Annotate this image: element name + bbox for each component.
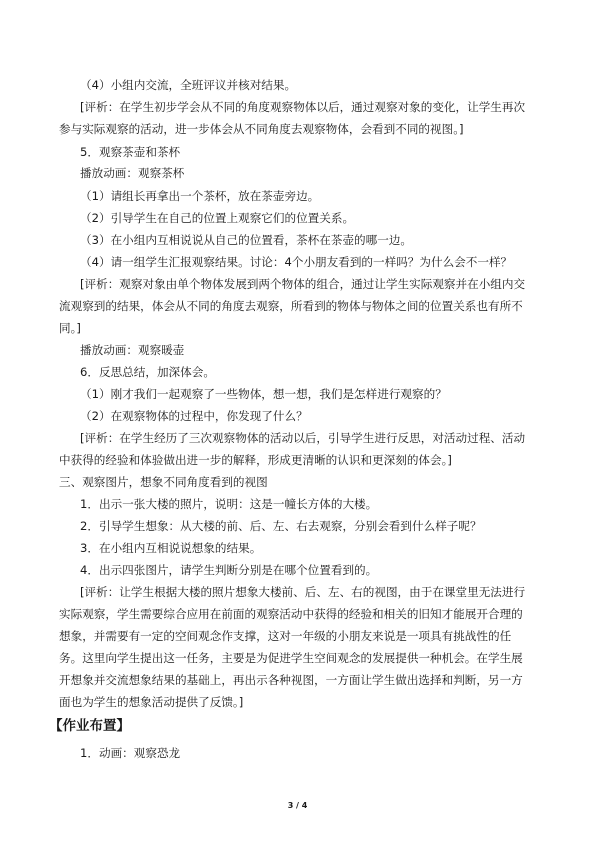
text-line: （2）引导学生在自己的位置上观察它们的位置关系。	[80, 211, 355, 225]
text-line: 面也为学生的想象活动提供了反馈。]	[59, 695, 244, 709]
text-line: （1）请组长再拿出一个茶杯，放在茶壶旁边。	[80, 189, 320, 203]
text-line: 同。]	[59, 321, 81, 335]
text-line: [评析：在学生初步学会从不同的角度观察物体以后，通过观察对象的变化，让学生再次	[80, 100, 526, 114]
text-line: （4）请一组学生汇报观察结果。讨论：4个小朋友看到的一样吗？为什么会不一样？	[80, 255, 513, 269]
page-number: 3 / 4	[287, 801, 308, 810]
text-line: （1）刚才我们一起观察了一些物体，想一想，我们是怎样进行观察的？	[80, 387, 447, 401]
text-line: 中获得的经验和体验做出进一步的解释，形成更清晰的认识和更深刻的体会。]	[59, 453, 452, 467]
text-line: [评析：让学生根据大楼的照片想象大楼前、后、左、右的视图，由于在课堂里无法进行	[80, 585, 526, 599]
text-line: （3）在小组内互相说说从自己的位置看，茶杯在茶壶的哪一边。	[80, 233, 413, 247]
text-line: 4．出示四张图片，请学生判断分别是在哪个位置看到的。	[80, 563, 378, 577]
text-line: [评析：在学生经历了三次观察物体的活动以后，引导学生进行反思，对活动过程、活动	[80, 431, 526, 445]
text-line: 1．动画：观察恐龙	[80, 746, 181, 760]
text-line: 播放动画：观察暖壶	[80, 343, 185, 357]
text-line: 6．反思总结，加深体会。	[80, 365, 215, 379]
text-line: 流观察到的结果，体会从不同的角度去观察，所看到的物体与物体之间的位置关系也有所不	[59, 299, 523, 313]
text-line: 务。这里向学生提出这一任务，主要是为促进学生空间观念的发展提供一种机会。在学生展	[59, 651, 523, 665]
text-line: [评析：观察对象由单个物体发展到两个物体的组合，通过让学生实际观察并在小组内交	[80, 277, 526, 291]
text-line: （4）小组内交流，全班评议并核对结果。	[80, 78, 297, 92]
text-line: 3．在小组内互相说说想象的结果。	[80, 541, 262, 555]
section-heading-homework: 【作业布置】	[49, 718, 130, 734]
text-line: 参与实际观察的活动，进一步体会从不同角度去观察物体，会看到不同的视图。]	[59, 122, 464, 136]
text-line: 实际观察，学生需要综合应用在前面的观察活动中获得的经验和相关的旧知才能展开合理的	[59, 607, 523, 621]
text-line: 播放动画：观察茶杯	[80, 166, 185, 180]
text-line: 5．观察茶壶和茶杯	[80, 145, 181, 159]
text-line: 2．引导学生想象：从大楼的前、后、左、右去观察，分别会看到什么样子呢？	[80, 519, 482, 533]
text-line: 想象，并需要有一定的空间观念作支撑，这对一年级的小朋友来说是一项具有挑战性的任	[59, 629, 512, 643]
text-line: （2）在观察物体的过程中，你发现了什么？	[80, 409, 308, 423]
text-line: 1．出示一张大楼的照片，说明：这是一幢长方体的大楼。	[80, 497, 378, 511]
text-line: 三、观察图片，想象不同角度看到的视图	[59, 475, 268, 489]
text-line: 开想象并交流想象结果的基础上，再出示各种视图，一方面让学生做出选择和判断，另一方	[59, 673, 523, 687]
